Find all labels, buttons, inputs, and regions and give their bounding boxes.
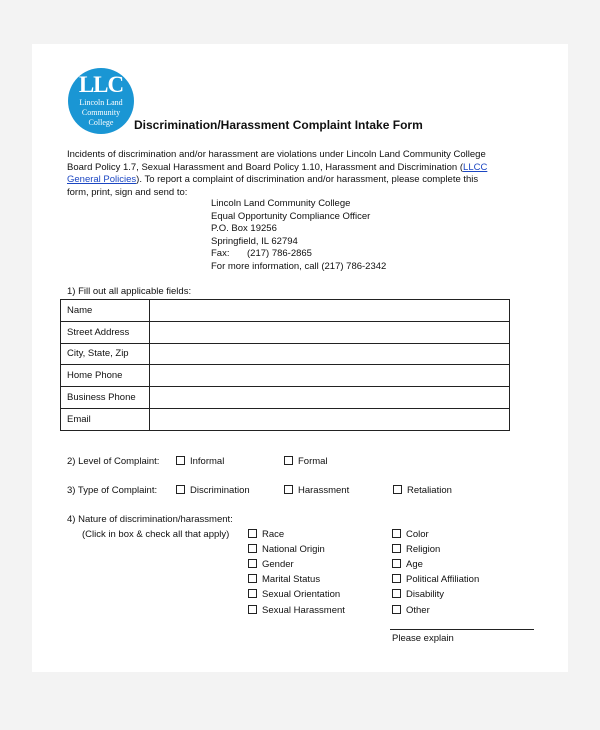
harassment-checkbox[interactable] (284, 485, 293, 494)
fax-line (211, 248, 386, 261)
retaliation-checkbox[interactable] (393, 485, 402, 494)
discrimination-label: Discrimination (190, 485, 250, 496)
address-line-1: Lincoln Land Community College (211, 198, 351, 209)
marital-status-label: Marital Status (262, 574, 321, 585)
address-line-2: Equal Opportunity Compliance Officer (211, 210, 371, 222)
explain-underline[interactable] (390, 629, 534, 630)
please-explain-label: Please explain (392, 633, 454, 644)
city-state-zip-field[interactable] (150, 343, 510, 365)
political-affiliation-checkbox[interactable] (392, 574, 401, 583)
field-label-business-phone: Business Phone (61, 387, 150, 409)
other-checkbox[interactable] (392, 605, 401, 614)
field-label-name: Name (61, 300, 150, 322)
intro-line-3 (67, 174, 487, 187)
table-row (61, 387, 510, 409)
retaliation-option[interactable] (393, 485, 452, 496)
section-3-heading: 3) Type of Complaint: (67, 485, 158, 496)
harassment-option[interactable] (284, 485, 349, 496)
logo-mark: LLC (78, 72, 124, 97)
street-address-field[interactable] (150, 321, 510, 343)
table-row (61, 343, 510, 365)
color-label: Color (406, 529, 429, 540)
intro-line-2 (67, 162, 487, 175)
race-option[interactable] (248, 529, 284, 540)
informal-label: Informal (190, 456, 225, 467)
logo-name-line-3: College (88, 118, 114, 127)
logo-name-line-2: Community (81, 108, 121, 117)
national-origin-label: National Origin (262, 544, 325, 555)
sexual-orientation-checkbox[interactable] (248, 589, 257, 598)
contact-fields-table (60, 299, 510, 431)
mailing-address (211, 198, 386, 273)
table-row (61, 365, 510, 387)
discrimination-option[interactable] (176, 485, 250, 496)
section-2-heading: 2) Level of Complaint: (67, 456, 160, 467)
political-affiliation-option[interactable] (392, 574, 479, 585)
section-4-heading: 4) Nature of discrimination/harassment: (67, 514, 233, 525)
harassment-label: Harassment (298, 485, 350, 496)
formal-checkbox[interactable] (284, 456, 293, 465)
other-option[interactable] (392, 605, 430, 616)
fax-number: (217) 786-2865 (247, 248, 312, 259)
name-field[interactable] (150, 300, 510, 322)
age-option[interactable] (392, 559, 423, 570)
informal-checkbox[interactable] (176, 456, 185, 465)
disability-option[interactable] (392, 589, 444, 600)
fax-label: Fax: (211, 248, 230, 259)
intro-paragraph (67, 149, 487, 199)
retaliation-label: Retaliation (407, 485, 452, 496)
field-label-city-state-zip: City, State, Zip (61, 343, 150, 365)
form-title: Discrimination/Harassment Complaint Intake Form (134, 118, 423, 132)
address-line-3: P.O. Box 19256 (211, 223, 277, 234)
logo-name-line-1: Lincoln Land (79, 98, 123, 107)
intro-line-4: form, print, sign and send to: (67, 186, 188, 198)
field-label-street-address: Street Address (61, 321, 150, 343)
intro-line-2-text: Board Policy 1.7, Sexual Harassment and Board Policy 1.10, Harassment and Discrimination ( (67, 161, 464, 173)
more-info-line: For more information, call (217) 786-2342 (211, 260, 387, 272)
sexual-harassment-option[interactable] (248, 605, 345, 616)
sexual-orientation-label: Sexual Orientation (262, 589, 341, 600)
table-row (61, 300, 510, 322)
sexual-harassment-checkbox[interactable] (248, 605, 257, 614)
race-label: Race (262, 529, 285, 540)
llcc-policies-link-part-1[interactable]: LLCC (463, 161, 488, 173)
disability-label: Disability (406, 589, 445, 600)
other-label: Other (406, 605, 430, 616)
llcc-logo (68, 68, 134, 134)
sexual-orientation-option[interactable] (248, 589, 340, 600)
gender-option[interactable] (248, 559, 294, 570)
race-checkbox[interactable] (248, 529, 257, 538)
formal-option[interactable] (284, 456, 328, 467)
gender-label: Gender (262, 559, 294, 570)
national-origin-checkbox[interactable] (248, 544, 257, 553)
sexual-harassment-label: Sexual Harassment (262, 605, 345, 616)
email-field[interactable] (150, 408, 510, 430)
age-checkbox[interactable] (392, 559, 401, 568)
color-checkbox[interactable] (392, 529, 401, 538)
address-line-4: Springfield, IL 62794 (211, 235, 298, 247)
field-label-home-phone: Home Phone (61, 365, 150, 387)
gender-checkbox[interactable] (248, 559, 257, 568)
disability-checkbox[interactable] (392, 589, 401, 598)
intro-line-1: Incidents of discrimination and/or harassment are violations under Lincoln Land Community College (67, 149, 486, 160)
informal-option[interactable] (176, 456, 224, 467)
section-4-instruction: (Click in box & check all that apply) (82, 529, 230, 540)
marital-status-option[interactable] (248, 574, 320, 585)
llcc-policies-link-part-2[interactable]: General Policies (67, 174, 137, 185)
table-row (61, 321, 510, 343)
color-option[interactable] (392, 529, 429, 540)
marital-status-checkbox[interactable] (248, 574, 257, 583)
section-1-heading: 1) Fill out all applicable fields: (67, 286, 192, 297)
political-affiliation-label: Political Affiliation (406, 574, 480, 585)
field-label-email: Email (61, 408, 150, 430)
discrimination-checkbox[interactable] (176, 485, 185, 494)
home-phone-field[interactable] (150, 365, 510, 387)
age-label: Age (406, 559, 423, 570)
religion-option[interactable] (392, 544, 440, 555)
religion-checkbox[interactable] (392, 544, 401, 553)
business-phone-field[interactable] (150, 387, 510, 409)
national-origin-option[interactable] (248, 544, 325, 555)
formal-label: Formal (298, 456, 328, 467)
table-row (61, 408, 510, 430)
intro-line-3-text: ). To report a complaint of discrimination and/or harassment, please complete this (136, 174, 479, 185)
religion-label: Religion (406, 544, 441, 555)
